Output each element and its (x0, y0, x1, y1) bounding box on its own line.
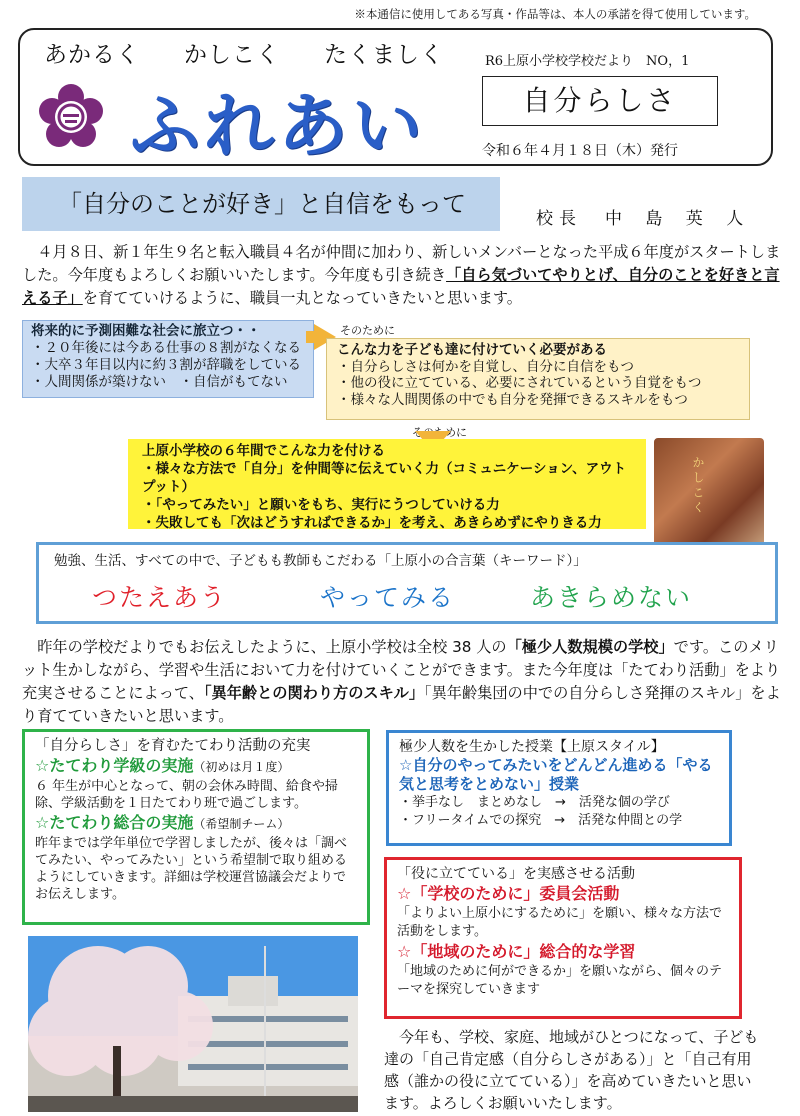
uehara-style-item: ・挙手なし まとめなし → 活発な個の学び (399, 795, 670, 810)
notice-text: ※本通信に使用してある写真・作品等は、本人の承諾を得て使用しています。 (354, 7, 756, 21)
future-item: ・人間関係が築けない ・自信がもてない (31, 374, 288, 390)
tatewari-note: （希望制チーム） (193, 817, 290, 831)
useful-text: 「よりよい上原小にするために」を願い、様々な方法で活動をします。 (397, 906, 723, 939)
issue-number: R6上原小学校学校だより NO，1 (485, 54, 690, 69)
uehara-goals-box (128, 439, 646, 529)
uehara-item: ・失敗しても「次はどうすればできるか」を考え、あきらめずにやりきる力 (142, 515, 602, 531)
headline: 「自分のことが好き」と自信をもって (22, 177, 500, 231)
tatewari-subhead-text: ☆たてわり学級の実施 (35, 756, 194, 775)
abilities-box (326, 338, 750, 420)
uehara-style-item: ・フリータイムでの探究 → 活発な仲間との学 (399, 813, 683, 828)
keyword-intro: 勉強、生活、すべての中で、子どもも教師もこだわる「上原小の合言葉（キーワード）」 (54, 553, 587, 569)
future-item: ・２０年後には今ある仕事の８割がなくなる (31, 340, 301, 356)
tatewari-subhead (35, 757, 357, 776)
issue-date: 令和６年４月１８日（木）発行 (482, 143, 678, 159)
motto (44, 36, 488, 69)
school-emphasis: 「極少人数規模の学校」 (506, 638, 674, 656)
uehara-style-heading: 極少人数を生かした授業【上原スタイル】 (399, 739, 665, 755)
tatewari-box (22, 729, 370, 925)
school-text: です。このメリット生かしながら、学習や生活において力を付けていくことができます。また今年度は「たてわり活動」をより充実させることによって、 (22, 638, 781, 702)
useful-heading: 「役に立てている」を実感させる活動 (397, 866, 635, 882)
useful-text: 「地域のために何ができるか」を願いながら、個々のテーマを探究していきます (397, 964, 723, 997)
intro-emphasis: 「自ら気づいてやりとげ、自分のことを好きと言える子」 (22, 266, 780, 307)
tatewari-heading: 「自分らしさ」を育むたてわり活動の充実 (35, 738, 311, 754)
school-emphasis: 「異年齢との関わり方のスキル」 (203, 684, 425, 702)
motto-3: たくましく (324, 42, 444, 68)
tatewari-subhead (35, 814, 357, 833)
useful-subhead: ☆「学校のために」委員会活動 (397, 884, 620, 903)
connector-label: そのために (340, 324, 395, 337)
student-artwork-photo (654, 438, 764, 548)
school-text: 「異年齢集団の中での自分らしさ発揮のスキル」をより育てていきたいと思います。 (22, 684, 781, 725)
uehara-item: ・「やってみたい」と願いをもち、実行にうつしていける力 (142, 497, 500, 513)
uehara-style-box (386, 730, 732, 846)
uehara-title: 上原小学校の６年間でこんな力を付ける (142, 443, 385, 459)
abilities-item: ・他の役に立てている、必要にされているという自覚をもつ (337, 375, 702, 391)
intro-text-b: を育てていけるように、職員一丸となっていきたいと思います。 (82, 289, 522, 307)
uehara-style-subhead: ☆自分のやってみたいをどんどん進める「やる気と思考をとめない」授業 (399, 756, 713, 793)
intro-text-a: ４月８日、新１年生９名と転入職員４名が仲間に加わり、新しいメンバーとなった平成６年度がスタートしました。今年度もよろしくお願いいたします。今年度も引き続き (22, 243, 781, 284)
tatewari-note: （初めは月１度） (193, 760, 290, 774)
useful-activity-box (384, 857, 742, 1019)
school-text: 昨年の学校だよりでもお伝えしたように、上原小学校は全校 38 人の (37, 638, 507, 656)
uehara-item: ・様々な方法で「自分」を仲間等に伝えていく力（コミュニケーション、アウトプット） (142, 461, 627, 495)
abilities-title: こんな力を子ども達に付けていく必要がある (337, 342, 607, 358)
keyword-1: つたえあう (92, 583, 228, 612)
intro-paragraph (22, 241, 782, 310)
motto-2: かしこく (184, 42, 280, 68)
useful-subhead: ☆「地域のために」総合的な学習 (397, 942, 636, 961)
school-paragraph (22, 636, 782, 728)
future-society-box (22, 320, 314, 398)
theme-box: 自分らしさ (482, 76, 718, 126)
closing-paragraph: 今年も、学校、家庭、地域がひとつになって、子ども達の「自己肯定感（自分らしさがある）」と「自己有用感（誰かの役に立てている）」を高めていきたいと思います。よろしくお願いいたします。 (384, 1028, 759, 1112)
artwork-text: かしこく (691, 456, 705, 516)
future-item: ・大卒３年目以内に約３割が辞職をしている (31, 357, 301, 373)
school-emblem-icon (38, 84, 104, 150)
motto-1: あかるく (44, 42, 140, 68)
connector-label: そのために (412, 426, 467, 439)
keyword-3: あきらめない (530, 583, 693, 612)
tatewari-subhead-text: ☆たてわり総合の実施 (35, 813, 194, 832)
abilities-item: ・自分らしさは何かを自覚し、自分に自信をもつ (337, 358, 634, 375)
newsletter-title: ふれあい (130, 84, 426, 167)
school-building-photo (28, 936, 358, 1112)
abilities-item: ・様々な人間関係の中でも自分を発揮できるスキルをもつ (337, 391, 688, 408)
tatewari-text: 昨年までは学年単位で学習しましたが、後々は「調べてみたい、やってみたい」という希望制で取り組めるようにしていきます。詳細は学校運営協議会だよりでお伝えします。 (35, 836, 348, 902)
tatewari-text: ６ 年生が中心となって、朝の会休み時間、給食や掃除、学級活動を１日たてわり班で過ごします。 (35, 779, 338, 811)
principal-name: 校長 中 島 英 人 (536, 209, 750, 229)
future-title: 将来的に予測困難な社会に旅立つ・・ (31, 323, 261, 339)
keyword-2: やってみる (320, 583, 456, 612)
